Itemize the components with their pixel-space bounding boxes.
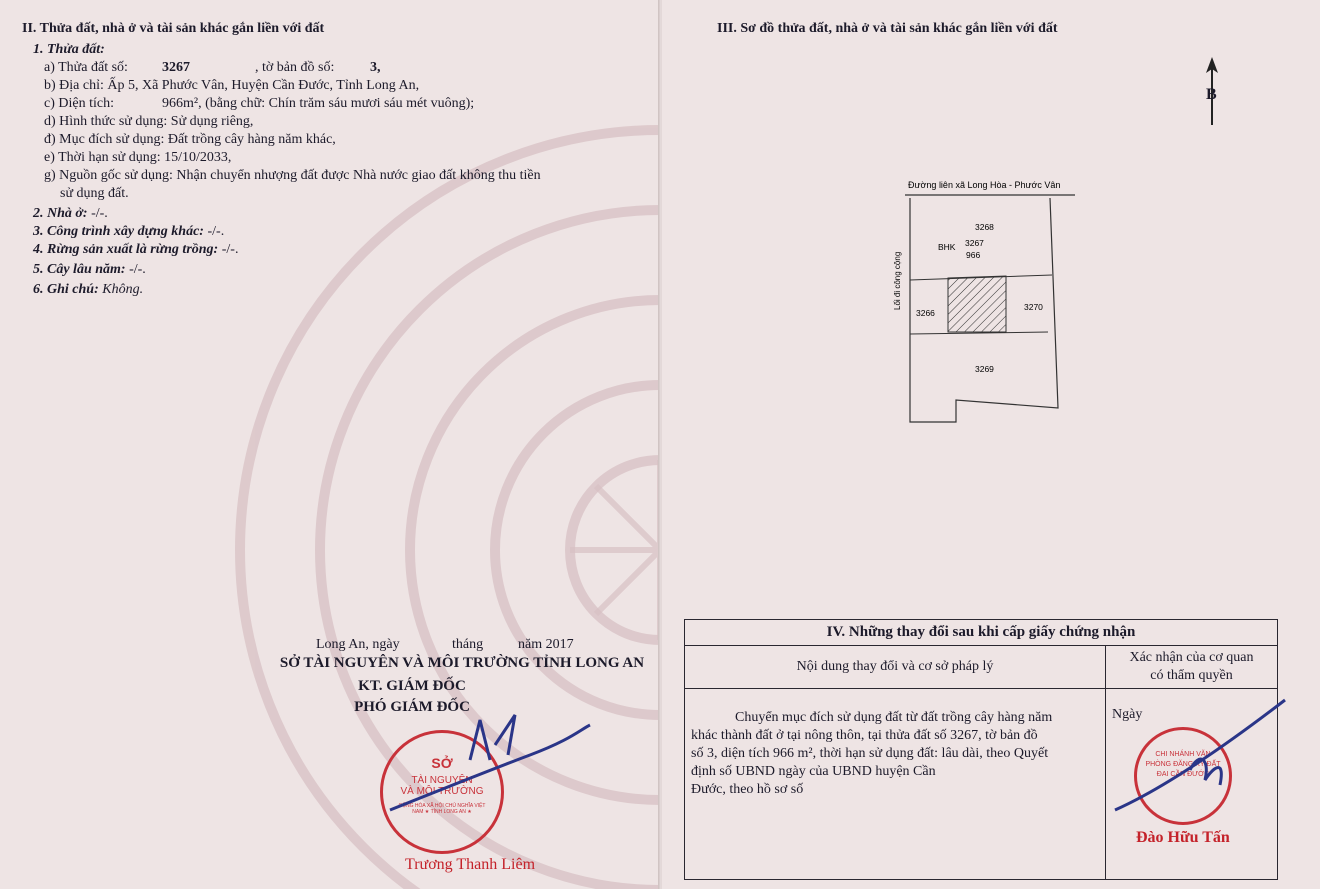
parcel-number-value: 3267	[162, 60, 190, 75]
map-parcel-3269: 3269	[975, 364, 994, 374]
director-title: KT. GIÁM ĐỐC	[358, 678, 466, 694]
map-road-label: Đường liên xã Long Hòa - Phước Vân	[908, 180, 1061, 190]
issuing-authority: SỞ TÀI NGUYÊN VÀ MÔI TRƯỜNG TỈNH LONG AN	[279, 655, 645, 671]
deputy-director-title: PHÓ GIÁM ĐỐC	[354, 699, 470, 715]
usage-term-line: e) Thời hạn sử dụng: 15/10/2033,	[44, 150, 232, 165]
map-lane-label: Lối đi công cộng	[893, 251, 902, 310]
issue-date-year: năm 2017	[518, 637, 574, 652]
signer-name-right: Đào Hữu Tấn	[1136, 829, 1230, 846]
map-parcel-3267: 3267	[965, 238, 984, 248]
changes-title: IV. Những thay đổi sau khi cấp giấy chứng nhận	[685, 620, 1278, 646]
official-seal-right: CHI NHÁNH VĂN PHÒNG ĐĂNG KÝ ĐẤT ĐAI CẦN ĐƯỚC	[1134, 727, 1232, 825]
map-parcel-3270: 3270	[1024, 302, 1043, 312]
usage-origin-line-1: g) Nguồn gốc sử dụng: Nhận chuyển nhượng đất được Nhà nước giao đất không thu tiền	[44, 168, 541, 183]
map-parcel-3268: 3268	[975, 222, 994, 232]
other-construction-row: 3. Công trình xây dựng khác: -/-.	[33, 224, 225, 239]
map-sheet-label: , tờ bản đồ số:	[255, 60, 335, 75]
note-row: 6. Ghi chú: Không.	[33, 282, 144, 297]
perennial-row: 5. Cây lâu năm: -/-.	[33, 262, 146, 277]
issue-date-place: Long An, ngày	[316, 637, 400, 652]
section-2-title: II. Thửa đất, nhà ở và tài sản khác gắn liền với đất	[22, 21, 325, 36]
parcel-map	[880, 170, 1080, 440]
usage-form-line: d) Hình thức sử dụng: Sử dụng riêng,	[44, 114, 254, 129]
official-seal-left: SỞ TÀI NGUYÊN VÀ MÔI TRƯỜNG CỘNG HÒA XÃ HỘI CHỦ NGHĨA VIỆT NAM ★ TỈNH LONG AN ★	[380, 730, 504, 854]
signer-name-left: Trương Thanh Liêm	[404, 856, 536, 873]
map-parcel-3266: 3266	[916, 308, 935, 318]
map-bhk: BHK	[938, 242, 956, 252]
area-value: 966m², (bằng chữ: Chín trăm sáu mươi sáu mét vuông);	[162, 96, 475, 111]
house-row: 2. Nhà ở: -/-.	[33, 206, 108, 221]
changes-col-content: Nội dung thay đổi và cơ sở pháp lý	[685, 646, 1106, 689]
area-label: c) Diện tích:	[44, 96, 114, 111]
parcel-number-label: a) Thửa đất số:	[44, 60, 128, 75]
section-3-title: III. Sơ đồ thửa đất, nhà ở và tài sản khác gắn liền với đất	[717, 21, 1058, 36]
changes-confirm-cell	[1106, 689, 1278, 880]
land-heading: 1. Thửa đất:	[33, 42, 105, 57]
changes-col-confirm: Xác nhận của cơ quan có thẩm quyền	[1106, 646, 1278, 689]
changes-table	[684, 619, 1278, 880]
forest-row: 4. Rừng sản xuất là rừng trồng: -/-.	[33, 242, 239, 257]
address-line: b) Địa chỉ: Ấp 5, Xã Phước Vân, Huyện Cần Đước, Tỉnh Long An,	[44, 78, 420, 93]
usage-purpose-line: đ) Mục đích sử dụng: Đất trồng cây hàng năm khác,	[44, 132, 336, 147]
confirm-date: Ngày	[1112, 707, 1143, 722]
usage-origin-line-2: sử dụng đất.	[60, 186, 129, 201]
changes-content-cell: Chuyển mục đích sử dụng đất từ đất trồng cây hàng năm khác thành đất ở tại nông thôn, tại thửa đất số 3267, tờ bản đồ số 3, diện tích 966 m², thời hạn sử dụng đất: lâu dài, theo Quyết định số UBND ngày của UBND huyện Cần Đước, theo hồ sơ số	[685, 689, 1106, 880]
north-label: B	[1206, 86, 1217, 103]
map-area-966: 966	[966, 250, 981, 260]
issue-date-month: tháng	[452, 637, 484, 652]
map-sheet-value: 3,	[370, 60, 381, 75]
